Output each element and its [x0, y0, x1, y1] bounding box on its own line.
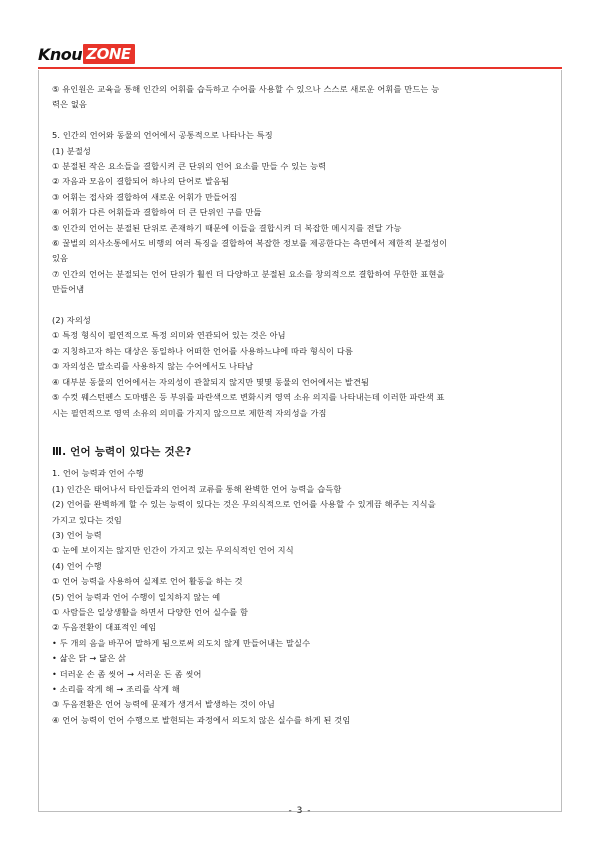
- text-line: ① 사람들은 일상생활을 하면서 다양한 언어 실수를 함: [52, 606, 248, 617]
- blank-line: [52, 421, 552, 436]
- text-line: 1. 언어 능력과 언어 수행: [52, 468, 144, 479]
- text-line: 시는 필연적으로 영역 소유의 의미를 가지지 않으므로 제한적 자의성을 가짐: [52, 407, 327, 418]
- logo-text-zone: ZONE: [83, 44, 134, 64]
- text-line: • 소리를 작게 해 → 조리를 삭게 해: [52, 683, 180, 694]
- text-line: ② 두음전환이 대표적인 예임: [52, 622, 157, 633]
- text-line: ① 언어 능력을 사용하여 실제로 언어 활동을 하는 것: [52, 576, 243, 587]
- text-line: • 더러운 손 좀 씻어 → 서러운 돈 좀 씻어: [52, 668, 202, 679]
- section-heading: Ⅲ. 언어 능력이 있다는 것은?: [52, 446, 192, 459]
- text-line: (4) 언어 수행: [52, 560, 102, 571]
- text-line: ④ 어휘가 다른 어휘들과 결합하여 더 큰 단위인 구를 만듦: [52, 207, 262, 218]
- text-line: ② 지칭하고자 하는 대상은 동일하나 어떠한 언어를 사용하느냐에 따라 형식이 다름: [52, 345, 353, 356]
- text-line: ⑥ 꿀벌의 의사소통에서도 비행의 여러 특징을 결합하여 복잡한 정보를 제공한다는 측면에서 제한적 분절성이: [52, 238, 448, 249]
- text-line: 력은 없음: [52, 99, 87, 110]
- text-line: ⑤ 유인원은 교육을 통해 인간의 어휘를 습득하고 수어를 사용할 수 있으나 스스로 새로운 어휘를 만드는 능: [52, 84, 440, 94]
- text-line: 5. 인간의 언어와 동물의 언어에서 공통적으로 나타나는 특징: [52, 130, 273, 141]
- text-line: ② 자음과 모음이 결합되어 하나의 단어로 발음됨: [52, 176, 230, 187]
- text-line: (2) 언어를 완벽하게 할 수 있는 능력이 있다는 것은 무의식적으로 언어를 사용할 수 있게끔 해주는 지식을: [52, 499, 436, 510]
- text-line: (3) 언어 능력: [52, 529, 102, 540]
- text-line: (2) 자의성: [52, 315, 91, 326]
- text-line: 만들어냄: [52, 284, 85, 295]
- blank-line: [52, 113, 552, 128]
- header-divider: [38, 67, 562, 69]
- text-line: (1) 인간은 태어나서 타인들과의 언어적 교류를 통해 완벽한 언어 능력을 습득함: [52, 483, 342, 494]
- text-line: (1) 분절성: [52, 145, 91, 156]
- text-line: 있음: [52, 253, 69, 264]
- text-line: 가지고 있다는 것임: [52, 514, 122, 525]
- page-number: - 3 -: [288, 806, 312, 816]
- knouzone-logo: [38, 44, 158, 64]
- text-line: ④ 대부분 동물의 언어에서는 자의성이 관찰되지 않지만 몇몇 동물의 언어에서는 발견됨: [52, 376, 370, 387]
- text-line: ⑤ 수컷 웨스턴펜스 도마뱀은 등 부위를 파란색으로 변화시켜 영역 소유 의지를 나타내는데 이러한 파란색 표: [52, 392, 445, 403]
- document-body: [52, 82, 552, 728]
- text-line: • 삶은 닭 → 닮은 삵: [52, 653, 127, 664]
- text-line: ① 분절된 작은 요소들을 결합시켜 큰 단위의 언어 요소를 만들 수 있는 능력: [52, 161, 327, 172]
- text-line: ④ 언어 능력이 언어 수행으로 발현되는 과정에서 의도치 않은 실수를 하게 된 것임: [52, 714, 351, 725]
- text-line: ③ 어휘는 접사와 결합하여 새로운 어휘가 만들어짐: [52, 191, 238, 202]
- text-line: ③ 두음전환은 언어 능력에 문제가 생겨서 발생하는 것이 아님: [52, 699, 275, 710]
- logo-text-k: K: [38, 44, 50, 64]
- text-line: ⑤ 인간의 언어는 분절된 단위로 존재하기 때문에 이들을 결합시켜 더 복잡한 메시지를 전달 가능: [52, 222, 402, 233]
- blank-line: [52, 298, 552, 313]
- logo-text-nou: nou: [49, 44, 83, 64]
- text-line: ① 눈에 보이지는 않지만 인간이 가지고 있는 무의식적인 언어 지식: [52, 545, 294, 556]
- text-line: ⑦ 인간의 언어는 분절되는 언어 단위가 훨씬 더 다양하고 분절된 요소를 창의적으로 결합하여 무한한 표현을: [52, 268, 445, 279]
- text-line: (5) 언어 능력과 언어 수행이 일치하지 않는 예: [52, 591, 221, 602]
- text-line: ③ 자의성은 말소리를 사용하지 않는 수어에서도 나타남: [52, 361, 254, 372]
- text-line: ① 특정 형식이 필연적으로 특정 의미와 연관되어 있는 것은 아님: [52, 330, 286, 341]
- text-line: • 두 개의 음을 바꾸어 말하게 됨으로써 의도치 않게 만들어내는 말실수: [52, 637, 311, 648]
